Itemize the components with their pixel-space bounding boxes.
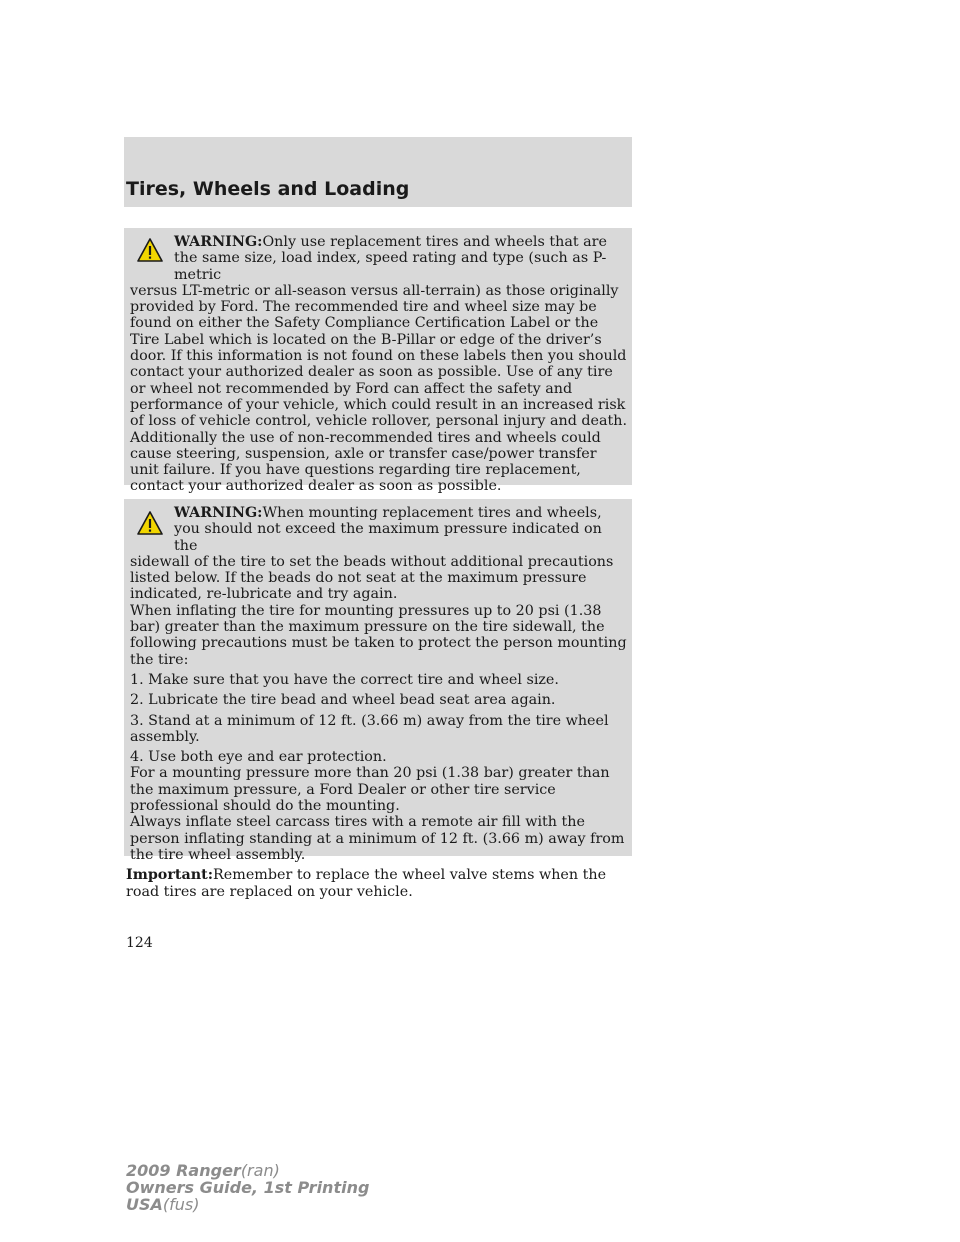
document-footer	[126, 1162, 369, 1213]
footer-edition: Owners Guide, 1st Printing	[126, 1178, 370, 1197]
warning-body-text: versus LT-metric or all-season versus all-terrain) as those originally provided by Ford. The recommended tire and wheel size may be found on either the Safety Compliance Certification Label or the Tire Label which is located on the B-Pillar or edge of the driver’s door. If this information is not found on these labels then you should contact your authorized dealer as soon as possible. Use of any tire or wheel not recommended by Ford can affect the safety and performance of your vehicle, which could result in an increased risk of loss of vehicle control, vehicle rollover, personal injury and death. Additionally the use of non-recommended tires and wheels could cause steering, suspension, axle or transfer case/power transfer unit failure. If you have questions regarding tire replacement, contact your authorized dealer as soon as possible.	[130, 282, 628, 495]
footer-market-code: (fus)	[162, 1195, 200, 1214]
inflating-precautions-text: When inflating the tire for mounting pressures up to 20 psi (1.38 bar) greater than the maximum pressure on the tire sidewall, the following precautions must be taken to protect the person mounting the tire:	[130, 602, 627, 668]
precaution-step-4: 4. Use both eye and ear protection.	[130, 749, 387, 766]
precaution-step-3: 3. Stand at a minimum of 12 ft. (3.66 m) away from the tire wheel assembly.	[130, 712, 609, 745]
footer-model-code: (ran)	[240, 1161, 280, 1180]
warning-first-text: When mounting replacement tires and wheels, you should not exceed the maximum pressure indicated on the	[174, 505, 602, 554]
warning-first-lines	[130, 234, 628, 283]
warning-box-replacement-tires	[124, 228, 632, 495]
footer-market: USA	[126, 1195, 163, 1214]
footer-line-3	[126, 1196, 369, 1213]
warning-label: WARNING:	[174, 505, 263, 521]
section-title: Tires, Wheels and Loading	[126, 178, 410, 200]
page-number: 124	[126, 935, 153, 951]
warning-triangle-icon	[137, 511, 163, 535]
footer-line-1	[126, 1162, 369, 1179]
important-note	[126, 867, 636, 901]
important-label: Important:	[126, 867, 214, 883]
steel-carcass-text: Always inflate steel carcass tires with a remote air fill with the person inflating standing at a minimum of 12 ft. (3.66 m) away from the tire wheel assembly.	[130, 814, 625, 863]
warning-label: WARNING:	[174, 234, 263, 250]
mounting-pressure-text: For a mounting pressure more than 20 psi (1.38 bar) greater than the maximum pressure, a Ford Dealer or other tire service professional should do the mounting.	[130, 765, 610, 815]
warning-first-text: Only use replacement tires and wheels that are the same size, load index, speed rating and type (such as P-metric	[174, 234, 607, 283]
precaution-step-1: 1. Make sure that you have the correct tire and wheel size.	[130, 671, 559, 688]
warning-first-lines	[130, 505, 628, 554]
footer-line-2	[126, 1179, 369, 1196]
footer-model: 2009 Ranger	[126, 1161, 241, 1180]
warning-box-mounting-pressure	[124, 499, 632, 863]
important-text: Remember to replace the wheel valve stems when the road tires are replaced on your vehicle.	[126, 867, 607, 900]
precaution-step-2: 2. Lubricate the tire bead and wheel bead seat area again.	[130, 692, 556, 709]
warning-body-text: sidewall of the tire to set the beads without additional precautions listed below. If the beads do not seat at the maximum pressure indicated, re-lubricate and try again.	[130, 553, 614, 603]
warning-triangle-icon	[137, 238, 163, 262]
